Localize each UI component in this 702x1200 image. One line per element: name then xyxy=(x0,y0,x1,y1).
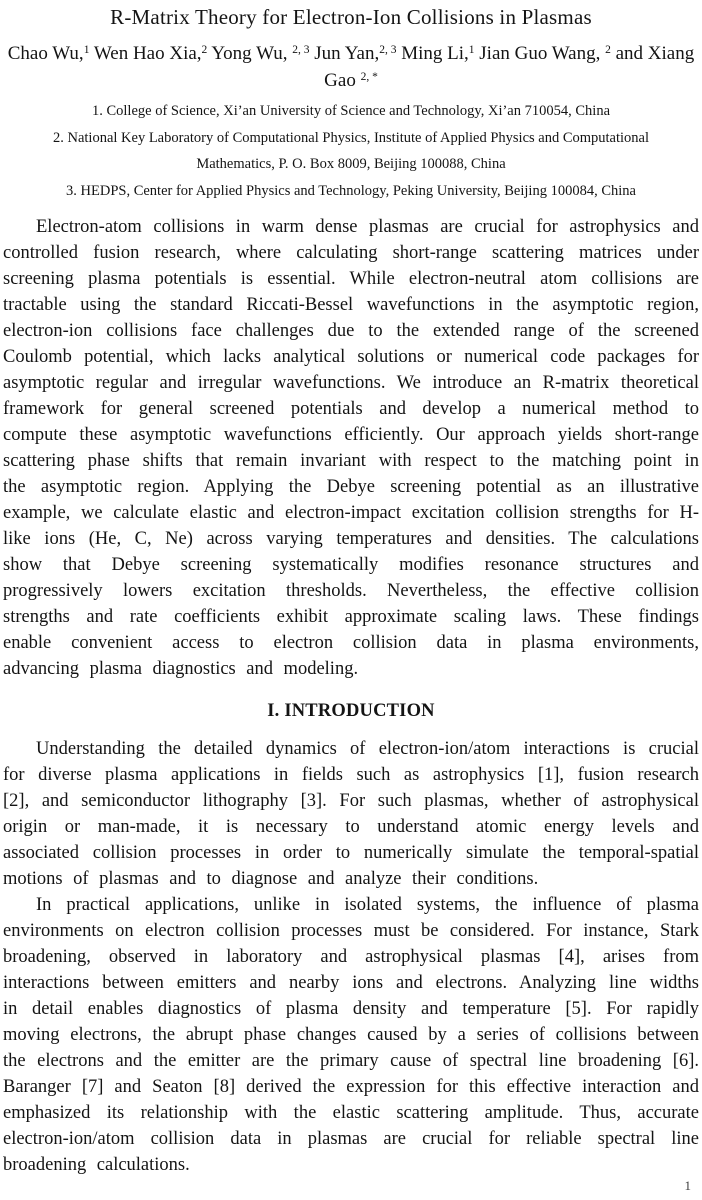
affiliation-line: 3. HEDPS, Center for Applied Physics and Technology, Peking University, Beijing 100084, China xyxy=(66,182,636,199)
section-heading-introduction: I. INTRODUCTION xyxy=(267,701,435,721)
introduction-paragraph: In practical applications, unlike in isolated systems, the influence of plasma environments on electron collision processes must be considered. For instance, Stark broadening, observed in laboratory and astrophysical plasmas [4], arises from interactions between emitters and nearby ions and electrons. Analyzing line widths in detail enables diagnostics of plasma density and temperature [5]. For rapidly moving electrons, the abrupt phase changes caused by a series of collisions between the electrons and the emitter are the primary cause of spectral line broadening [6]. Baranger [7] and Seaton [8] derived the expression for this effective interaction and emphasized its relationship with the elastic scattering amplitude. Thus, accurate electron-ion/atom collision data in plasmas are crucial for reliable spectral line broadening calculations. xyxy=(3,895,699,1175)
author-name-text: and Xiang Gao xyxy=(324,43,695,91)
author-affiliation-superscript: 2 xyxy=(605,43,611,56)
author-affiliation-superscript: 2, 3 xyxy=(292,43,310,56)
author-affiliation-superscript: 2 xyxy=(201,43,208,56)
author-name-text: Jian Guo Wang, xyxy=(479,43,606,64)
author-name-text: Chao Wu, xyxy=(7,43,84,64)
affiliation-line: 1. College of Science, Xi’an University of Science and Technology, Xi’an 710054, China xyxy=(91,103,611,119)
abstract-paragraph: Electron-atom collisions in warm dense plasmas are crucial for astrophysics and controlled fusion research, where calculating short-range scattering matrices under screening plasma potentials is essential. While electron-neutral atom collisions are tractable using the standard Riccati-Bessel wavefunctions in the asymptotic region, electron-ion collisions face challenges due to the extended range of the screened Coulomb potential, which lacks analytical solutions or numerical code packages for asymptotic regular and irregular wavefunctions. We introduce an R-matrix theoretical framework for general screened potentials and develop a numerical method to compute these asymptotic wavefunctions efficiently. Our approach yields short-range scattering phase shifts that remain invariant with respect to the matching point in the asymptotic region. Applying the Debye screening potential as an illustrative example, we calculate elastic and electron-impact excitation collision strengths for H-like ions (He, C, Ne) across varying temperatures and densities. The calculations show that Debye screening systematically modifies resonance structures and progressively lowers excitation thresholds. Nevertheless, the effective collision strengths and rate coefficients exhibit approximate scaling laws. These findings enable convenient access to electron collision data in plasma environments, advancing plasma diagnostics and modeling. xyxy=(3,217,699,679)
author-name xyxy=(479,43,611,64)
author-affiliation-superscript: 1 xyxy=(468,43,475,56)
author-name-text: Yong Wu, xyxy=(211,43,293,64)
introduction-paragraph: Understanding the detailed dynamics of electron-ion/atom interactions is crucial for diverse plasma applications in fields such as astrophysics [1], fusion research [2], and semiconductor lithography [3]. For such plasmas, whether of astrophysical origin or man-made, it is necessary to understand atomic energy levels and associated collision processes in order to numerically simulate the temporal-spatial motions of plasmas and to diagnose and analyze their conditions. xyxy=(3,739,699,889)
author-name-text: Jun Yan, xyxy=(314,43,380,64)
author-affiliation-superscript: 1 xyxy=(83,43,90,56)
author-name-text: Wen Hao Xia, xyxy=(93,43,202,64)
page-number: 1 xyxy=(684,1178,691,1193)
affiliation-list xyxy=(15,98,687,204)
paper-title: R-Matrix Theory for Electron-Ion Collisions in Plasmas xyxy=(110,5,592,29)
affiliation-line: 2. National Key Laboratory of Computational Physics, Institute of Applied Physics and Computational Mathematics, P. O. Box 8009, Beijing 100088, China xyxy=(52,129,650,172)
author-name-text: Ming Li, xyxy=(401,43,469,64)
author-line xyxy=(3,40,699,94)
author-name xyxy=(8,43,90,64)
author-affiliation-superscript: 2, * xyxy=(360,70,378,83)
author-name xyxy=(211,43,309,64)
author-affiliation-superscript: 2, 3 xyxy=(379,43,397,56)
author-name xyxy=(401,43,474,64)
author-name xyxy=(94,43,207,64)
author-name xyxy=(314,43,396,64)
